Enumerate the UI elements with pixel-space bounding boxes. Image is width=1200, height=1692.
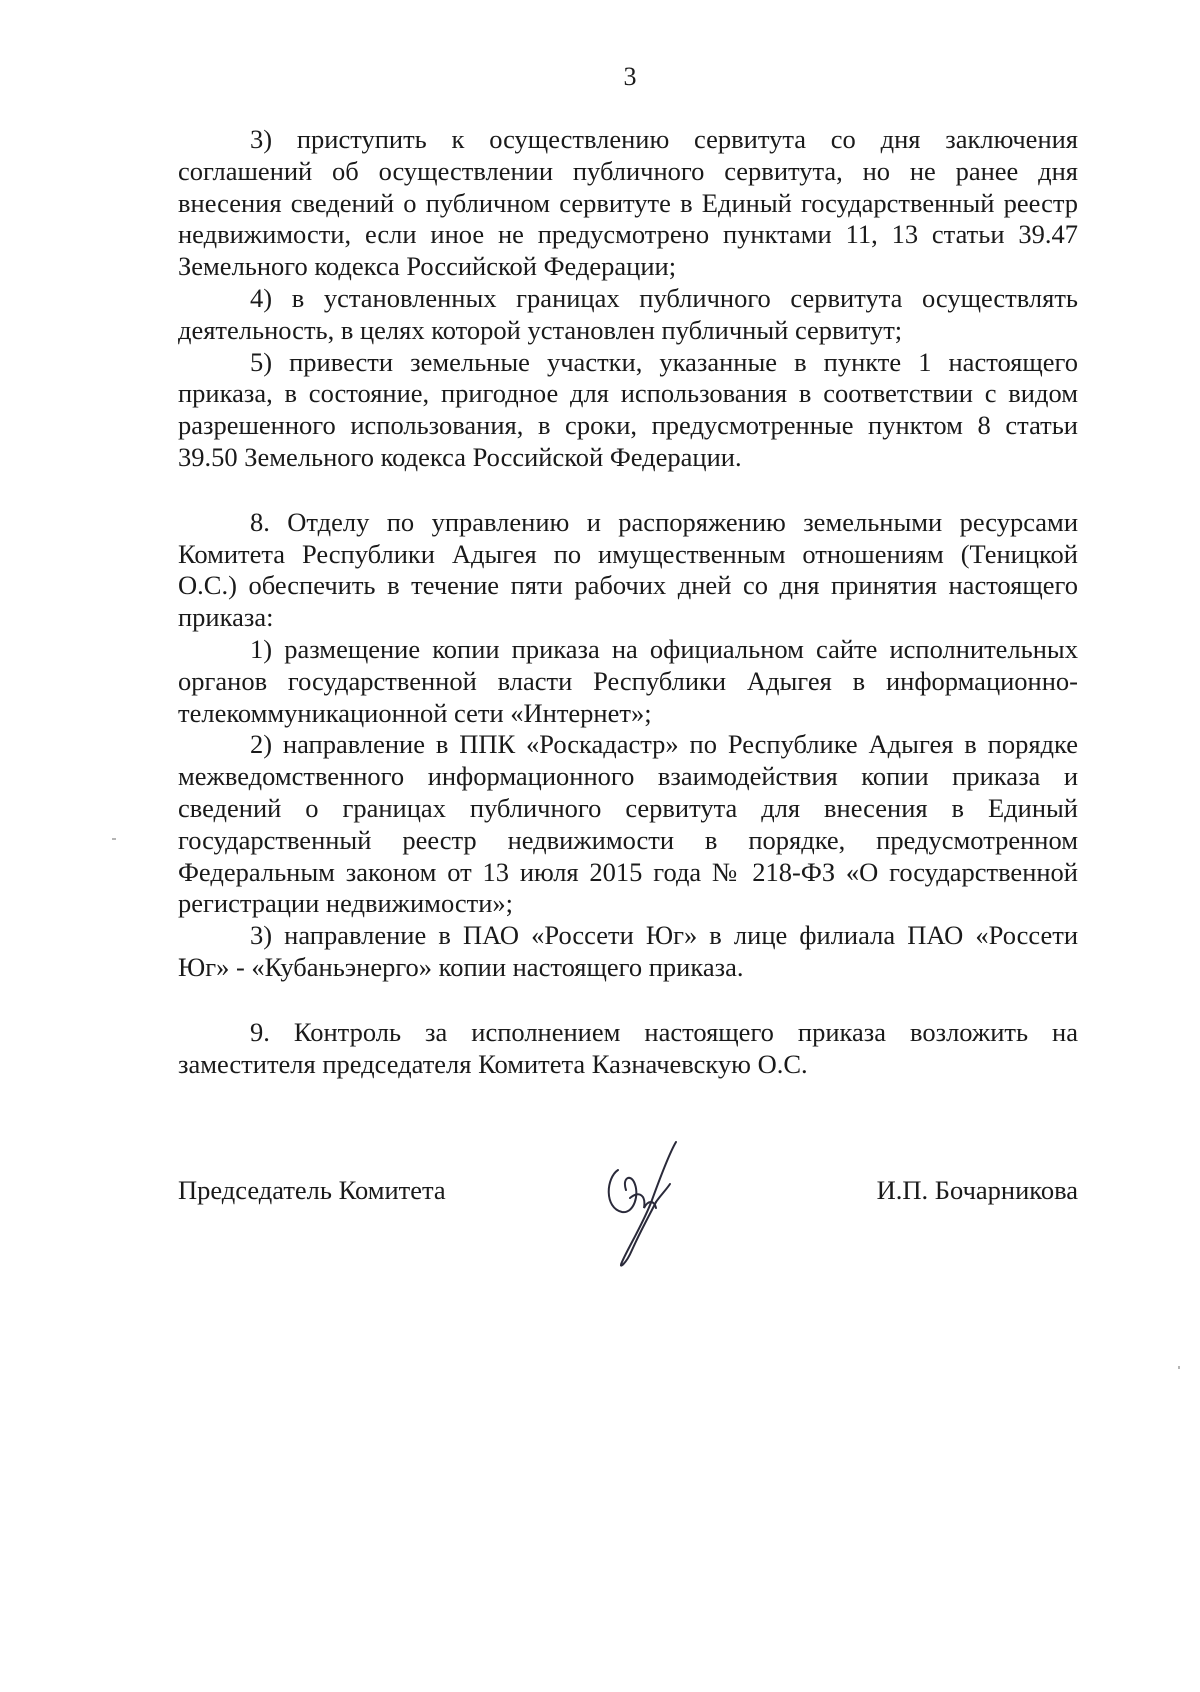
paragraph-spacer [178, 984, 1078, 1017]
paragraph-8-2: 2) направление в ППК «Роскадастр» по Республике Адыгея в порядке межведомственного информационного взаимодействия копии приказа и сведений о границах публичного сервитута для внесения в Единый государственный реестр недвижимости в порядке, предусмотренном Федеральным законом от 13 июля 2015 года № 218-ФЗ «О государственной регистрации недвижимости»; [178, 729, 1078, 919]
paragraph-9: 9. Контроль за исполнением настоящего приказа возложить на заместителя председателя Комитета Казначевскую О.С. [178, 1016, 1078, 1079]
paragraph-7-3: 3) приступить к осуществлению сервитута со дня заключения соглашений об осуществлении публичного сервитута, но не ранее дня внесения сведений о публичном сервитуте в Единый государственный реестр недвижимости, если иное не предусмотрено пунктами 11, 13 статьи 39.47 Земельного кодекса Российской Федерации; [178, 124, 1078, 282]
page-number: 3 [623, 62, 637, 91]
paragraph-spacer [178, 474, 1078, 507]
paragraph-8: 8. Отделу по управлению и распоряжению земельными ресурсами Комитета Республики Адыгея по имущественным отношениям (Теницкой О.С.) обеспечить в течение пяти рабочих дней со дня принятия настоящего приказа: [178, 506, 1078, 633]
paragraph-8-3: 3) направление в ПАО «Россети Юг» в лице филиала ПАО «Россети Юг» - «Кубаньэнерго» копии настоящего приказа. [178, 920, 1078, 982]
handwritten-signature-icon [600, 1138, 720, 1268]
paragraph-7-5: 5) привести земельные участки, указанные в пункте 1 настоящего приказа, в состояние, пригодное для использования в соответствии с видом разрешенного использования, в сроки, предусмотренные пунктом 8 статьи 39.50 Земельного кодекса Российской Федерации. [178, 346, 1078, 472]
paragraph-8-1: 1) размещение копии приказа на официальном сайте исполнительных органов государственной власти Республики Адыгея в информационно-телекоммуникационной сети «Интернет»; [178, 633, 1078, 728]
scan-speck [1178, 1366, 1180, 1369]
signatory-name: И.П. Бочарникова [876, 1175, 1078, 1205]
document-body [178, 124, 1078, 1080]
scan-speck [112, 838, 116, 840]
paragraph-7-4: 4) в установленных границах публичного сервитута осуществлять деятельность, в целях которой установлен публичный сервитут; [178, 282, 1078, 345]
signatory-role: Председатель Комитета [178, 1175, 446, 1205]
